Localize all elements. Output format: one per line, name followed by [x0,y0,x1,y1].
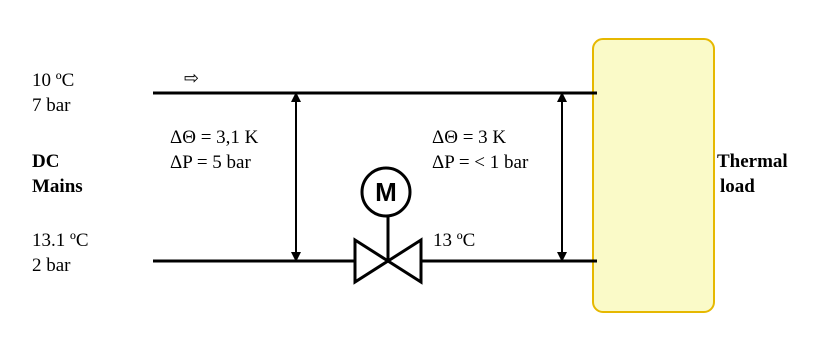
supply-temperature: 10 ºC [32,70,75,91]
dc-mains-label-line2: Mains [32,176,83,197]
valve-outlet-temperature: 13 ºC [433,230,476,251]
return-temperature: 13.1 ºC [32,230,89,251]
flow-direction-arrow-icon: ⇨ [184,68,200,89]
return-pressure: 2 bar [32,255,71,276]
mains-side-delta-pressure: ΔP = 5 bar [170,152,251,173]
load-side-delta-temperature: ΔΘ = 3 K [432,127,507,148]
dc-mains-label-line1: DC [32,151,60,172]
supply-pressure: 7 bar [32,95,71,116]
load-side-delta-pressure: ΔP = < 1 bar [432,152,529,173]
mains-side-delta-temperature: ΔΘ = 3,1 K [170,127,259,148]
thermal-load-label-line2: load [720,176,755,197]
thermal-load-label-line1: Thermal [717,151,788,172]
motor-label: M [375,177,397,207]
thermal-load-block [593,39,714,312]
